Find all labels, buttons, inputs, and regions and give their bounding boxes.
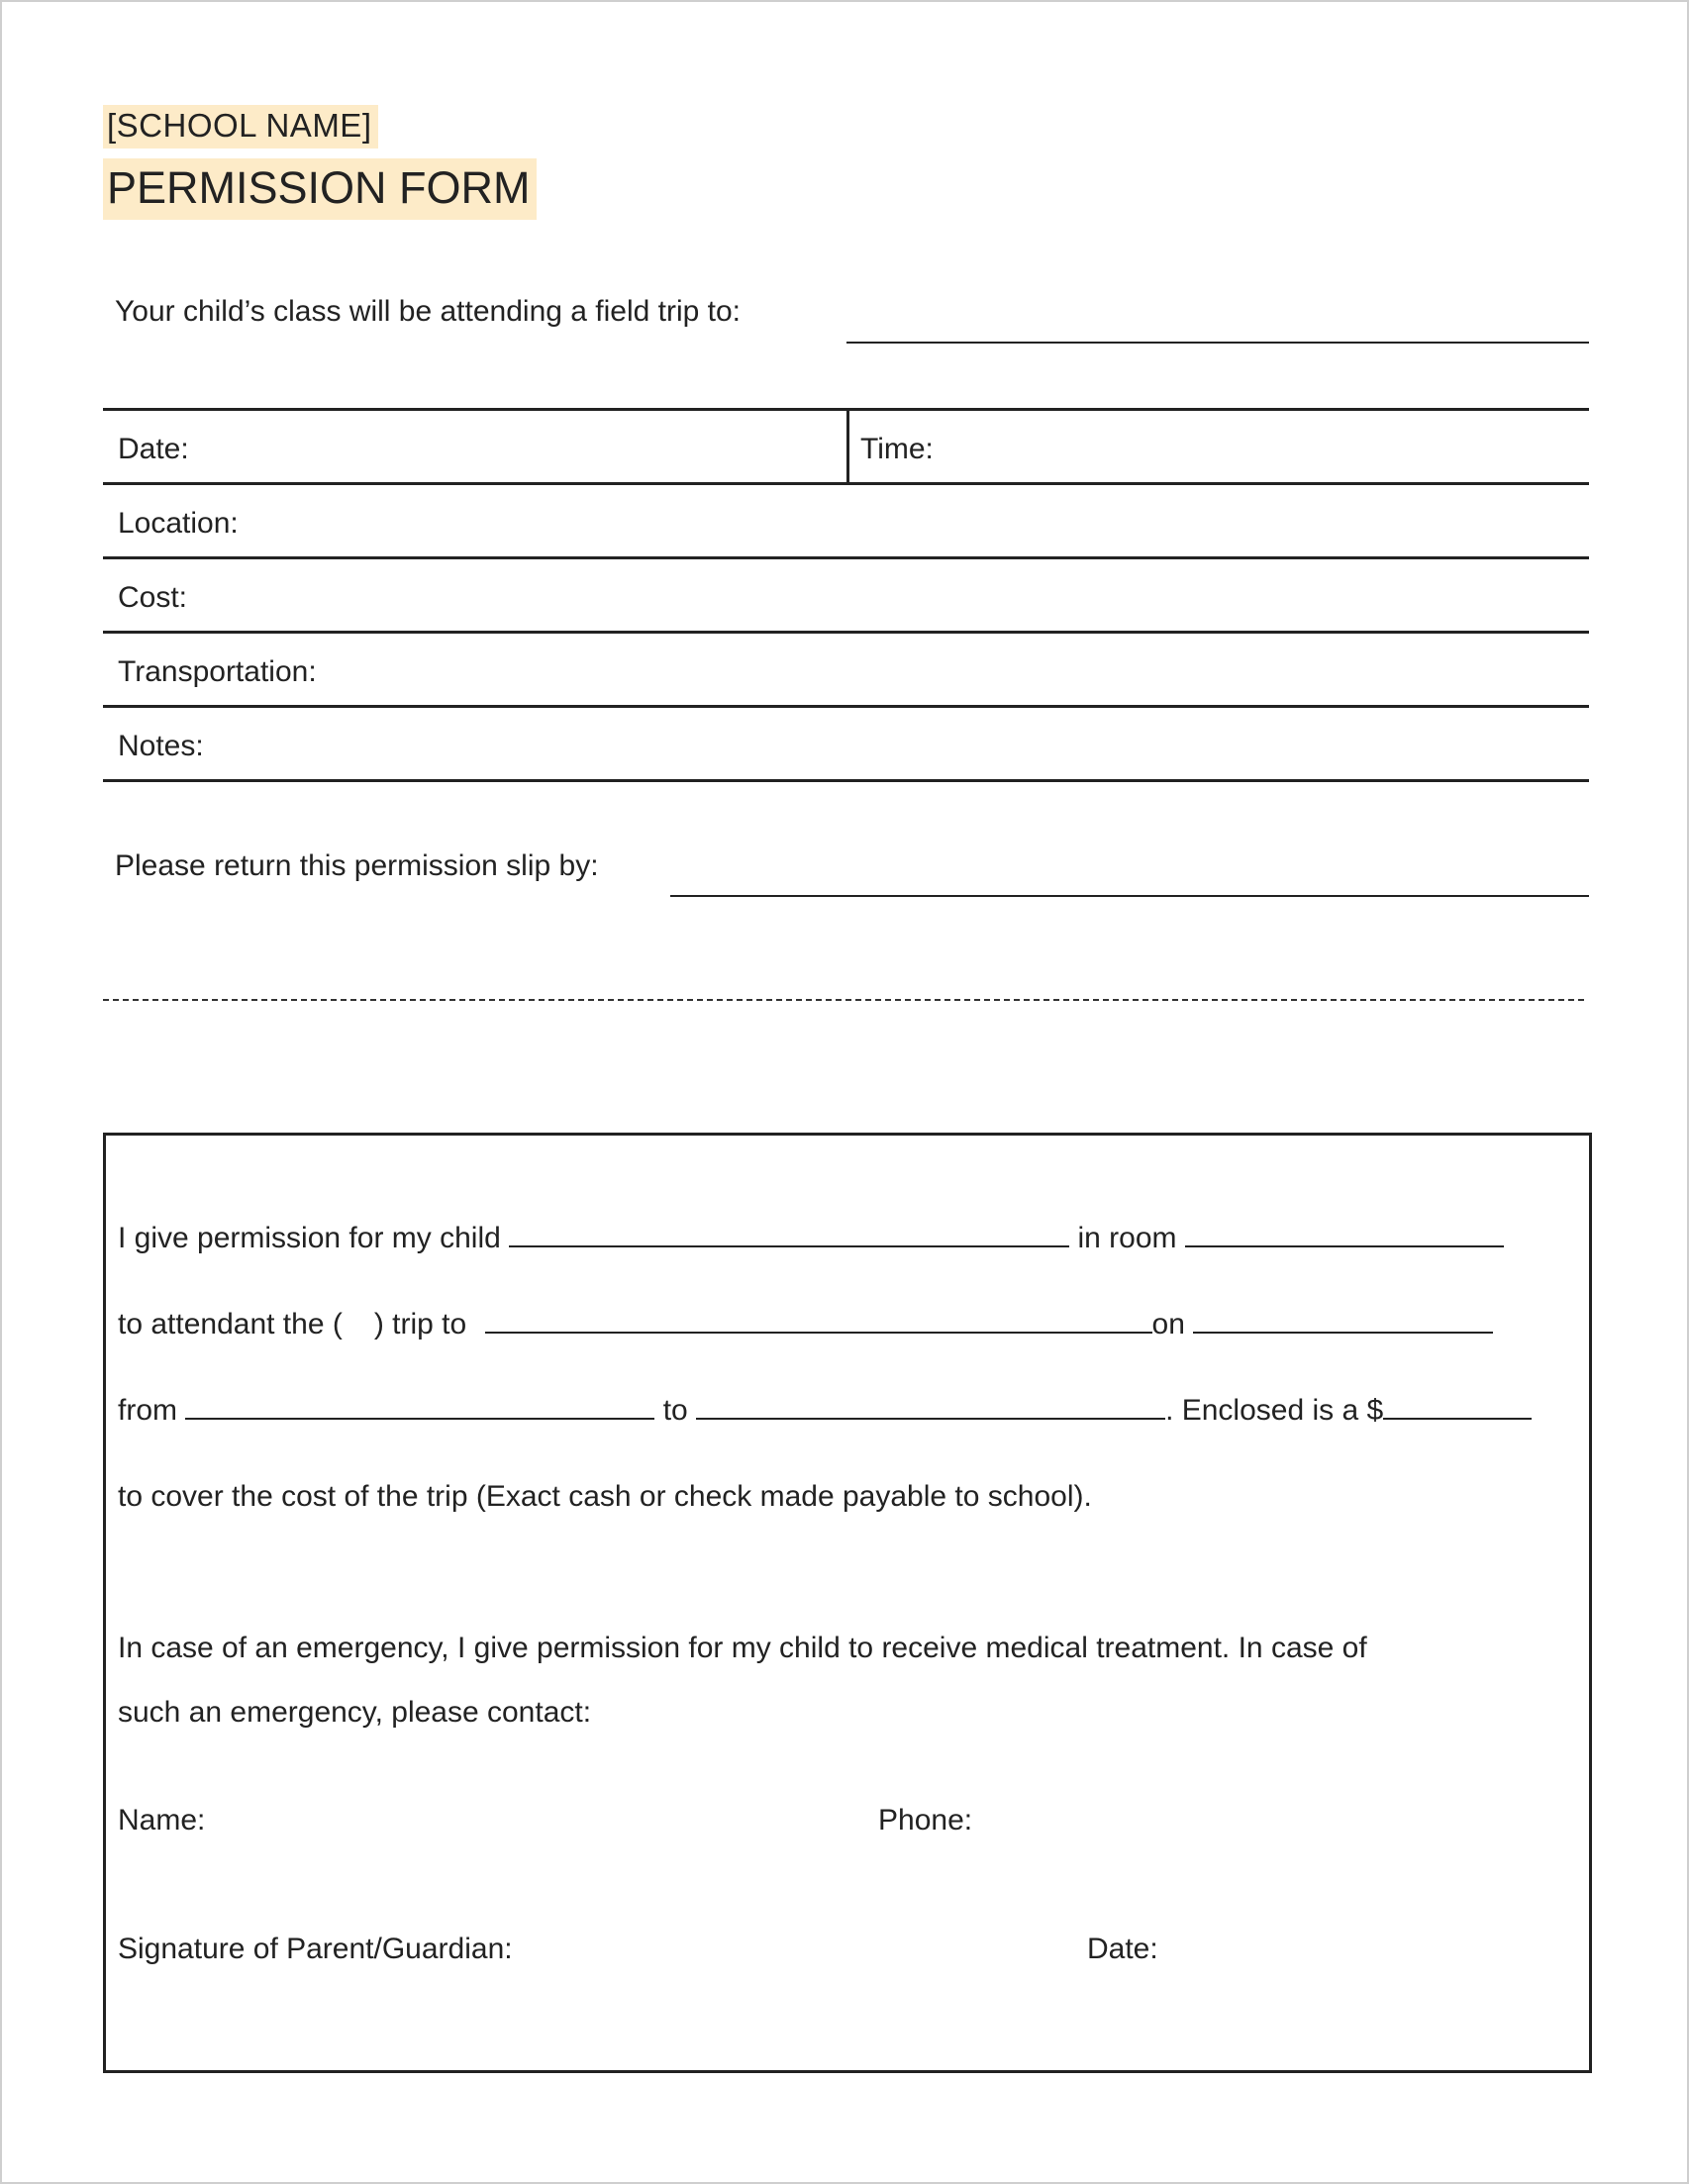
cost-field-label: Cost: <box>118 581 188 614</box>
from-time-blank[interactable] <box>185 1394 654 1420</box>
cut-here-dashed-line <box>103 999 1584 1001</box>
emergency-text-line-2: such an emergency, please contact: <box>118 1696 592 1729</box>
table-rule-3 <box>103 631 1589 634</box>
table-rule-5 <box>103 779 1589 782</box>
to-time-blank[interactable] <box>696 1394 1165 1420</box>
field-trip-destination-line[interactable] <box>846 342 1589 344</box>
transportation-field-label: Transportation: <box>118 655 317 688</box>
emergency-text-line-1: In case of an emergency, I give permission for my child to receive medical treatment. In case of <box>118 1632 1367 1664</box>
school-name: [SCHOOL NAME] <box>103 105 378 149</box>
table-rule-4 <box>103 705 1589 708</box>
time-field-label: Time: <box>860 433 934 465</box>
date-field-label: Date: <box>118 433 189 465</box>
signature-label: Signature of Parent/Guardian: <box>118 1933 513 1965</box>
date-time-divider <box>846 408 849 484</box>
return-by-label: Please return this permission slip by: <box>115 849 599 882</box>
slip-line-1 <box>118 1222 1504 1255</box>
slip-line-3-text-c: . Enclosed is a $ <box>1165 1394 1384 1427</box>
field-trip-intro: Your child’s class will be attending a field trip to: <box>115 295 742 328</box>
slip-line-2-text-c: on <box>1151 1308 1185 1340</box>
trip-date-blank[interactable] <box>1193 1308 1493 1334</box>
trip-destination-blank[interactable] <box>485 1308 1152 1334</box>
slip-line-1-text-a: I give permission for my child <box>118 1222 501 1254</box>
slip-line-3-text-b: to <box>662 1394 688 1427</box>
slip-line-3-text-a: from <box>118 1394 177 1427</box>
slip-line-4: to cover the cost of the trip (Exact cash or check made payable to school). <box>118 1480 1092 1513</box>
emergency-phone-label: Phone: <box>878 1804 973 1837</box>
notes-field-label: Notes: <box>118 730 204 762</box>
form-title: PERMISSION FORM <box>103 158 537 220</box>
slip-line-2 <box>118 1308 1493 1341</box>
emergency-name-label: Name: <box>118 1804 206 1837</box>
room-blank[interactable] <box>1185 1222 1504 1247</box>
slip-line-3 <box>118 1394 1532 1428</box>
location-field-label: Location: <box>118 507 239 540</box>
slip-line-2-text-b: ) trip to <box>373 1308 467 1340</box>
table-rule-1 <box>103 482 1589 485</box>
child-name-blank[interactable] <box>509 1222 1069 1247</box>
return-by-date-line[interactable] <box>670 895 1589 897</box>
amount-enclosed-blank[interactable] <box>1383 1394 1532 1420</box>
table-rule-2 <box>103 556 1589 559</box>
slip-line-1-text-b: in room <box>1077 1222 1177 1254</box>
slip-line-2-text-a: to attendant the ( <box>118 1308 343 1340</box>
signature-date-label: Date: <box>1087 1933 1158 1965</box>
